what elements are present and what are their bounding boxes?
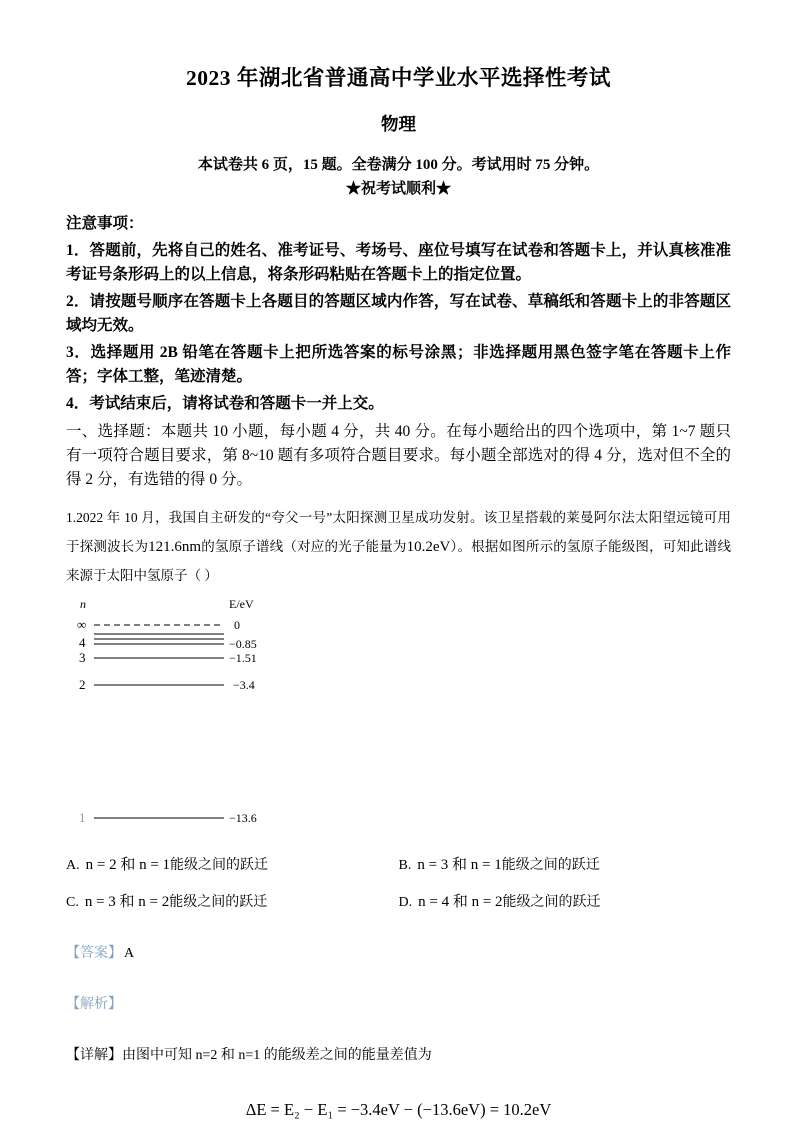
question-text-part3: ）。根据如图所示的氢原子能级图，可知此谱线来源于太阳中氢原子（ ） (66, 538, 732, 584)
detail-line (66, 1029, 731, 1067)
option-b-letter: B. (398, 858, 412, 874)
analysis-tag: 【解析】 (66, 997, 122, 1013)
option-a-math: n = 2 和 n = 1 (85, 857, 171, 874)
exam-meta: 本试卷共 6 页，15 题。全卷满分 100 分。考试用时 75 分钟。 (197, 156, 600, 173)
analysis-line (66, 978, 731, 1015)
option-row-ab (66, 840, 731, 877)
hydrogen-energy-level-diagram (66, 596, 731, 836)
level-value-4: −0.85 (229, 637, 257, 652)
question-wavelength-value: 121.6nm (148, 538, 202, 555)
question-text-part2: 的氢原子谱线（对应的光子能量为 (201, 538, 407, 554)
level-value-infinity: 0 (234, 618, 240, 633)
answer-value: A (124, 946, 135, 962)
option-d-math: n = 4 和 n = 2 (418, 893, 503, 910)
option-c-letter: C. (66, 894, 79, 910)
option-row-cd (66, 877, 731, 914)
detail-text: 由图中可知 n=2 和 n=1 的能级差之间的能量差值为 (122, 1048, 432, 1064)
option-a[interactable] (66, 854, 399, 877)
option-b[interactable] (399, 854, 732, 877)
page-content (66, 0, 731, 1139)
option-d[interactable] (399, 891, 732, 914)
option-d-tail: 能级之间的跃迁 (502, 894, 601, 910)
subject-title: 物理 (381, 113, 416, 134)
energy-level-svg (66, 596, 366, 836)
notice-item-2: 2．请按题号顺序在答题卡上各题目的答题区域内作答，写在试卷、草稿纸和答题卡上的非答题区域均无效。 (66, 292, 731, 334)
page-title: 2023 年湖北省普通高中学业水平选择性考试 (186, 66, 611, 90)
detail-tag: 【详解】 (66, 1048, 122, 1064)
notice-item-3: 3．选择题用 2B 铅笔在答题卡上把所选答案的标号涂黑；非选择题用黑色签字笔在答题卡上作答；字体工整，笔迹清楚。 (66, 343, 731, 385)
option-a-tail: 能级之间的跃迁 (170, 858, 269, 874)
good-luck-banner: ★祝考试顺利★ (345, 180, 451, 197)
level-label-3: 3 (79, 650, 86, 666)
option-c[interactable] (66, 891, 399, 914)
level-label-2: 2 (79, 677, 86, 693)
option-d-letter: D. (398, 894, 413, 910)
axis-label-n: n (80, 597, 86, 612)
answer-tag: 【答案】 (66, 946, 122, 962)
option-c-tail: 能级之间的跃迁 (169, 894, 268, 910)
question-text-part1: 2022 年 10 月，我国自主研发的“夸父一号”太阳探测卫星成功发射。该卫星搭载的莱曼阿尔法太阳望远镜可用于探测波长为 (66, 509, 731, 554)
option-b-math: n = 3 和 n = 1 (417, 857, 502, 874)
level-value-2: −3.4 (233, 678, 255, 693)
question-energy-value: 10.2eV (406, 538, 451, 555)
level-value-1: −13.6 (229, 811, 257, 826)
notice-heading: 注意事项： (66, 215, 144, 233)
notice-item-1: 1．答题前，先将自己的姓名、准考证号、考场号、座位号填写在试卷和答题卡上，并认真核准准考证号条形码上的以上信息，将条形码粘贴在答题卡上的指定位置。 (66, 241, 731, 283)
level-label-1: 1 (79, 810, 86, 826)
axis-label-energy: E/eV (229, 597, 254, 612)
question-1-options (66, 840, 731, 913)
question-number: 1. (66, 509, 77, 525)
level-label-4: 4 (79, 635, 86, 651)
level-label-infinity: ∞ (77, 617, 87, 633)
level-value-3: −1.51 (229, 651, 257, 666)
solution-formula: ΔE = E₂ − E₁ = −3.4eV − (−13.6eV) = 10.2eV (245, 1099, 552, 1119)
answer-line (66, 927, 731, 964)
question-1-body (66, 492, 731, 590)
notice-item-4: 4．考试结束后，请将试卷和答题卡一并上交。 (66, 394, 384, 412)
option-a-letter: A. (66, 858, 80, 874)
section-intro: 一、选择题：本题共 10 小题，每小题 4 分，共 40 分。在每小题给出的四个选项中，第 1~7 题只有一项符合题目要求，第 8~10 题有多项符合题目要求。每小题全部选对的得 4 分，选对但不全的得 2 分，有选错的得 0 分。 (66, 422, 731, 488)
option-b-tail: 能级之间的跃迁 (501, 858, 600, 874)
option-c-math: n = 3 和 n = 2 (84, 893, 170, 910)
